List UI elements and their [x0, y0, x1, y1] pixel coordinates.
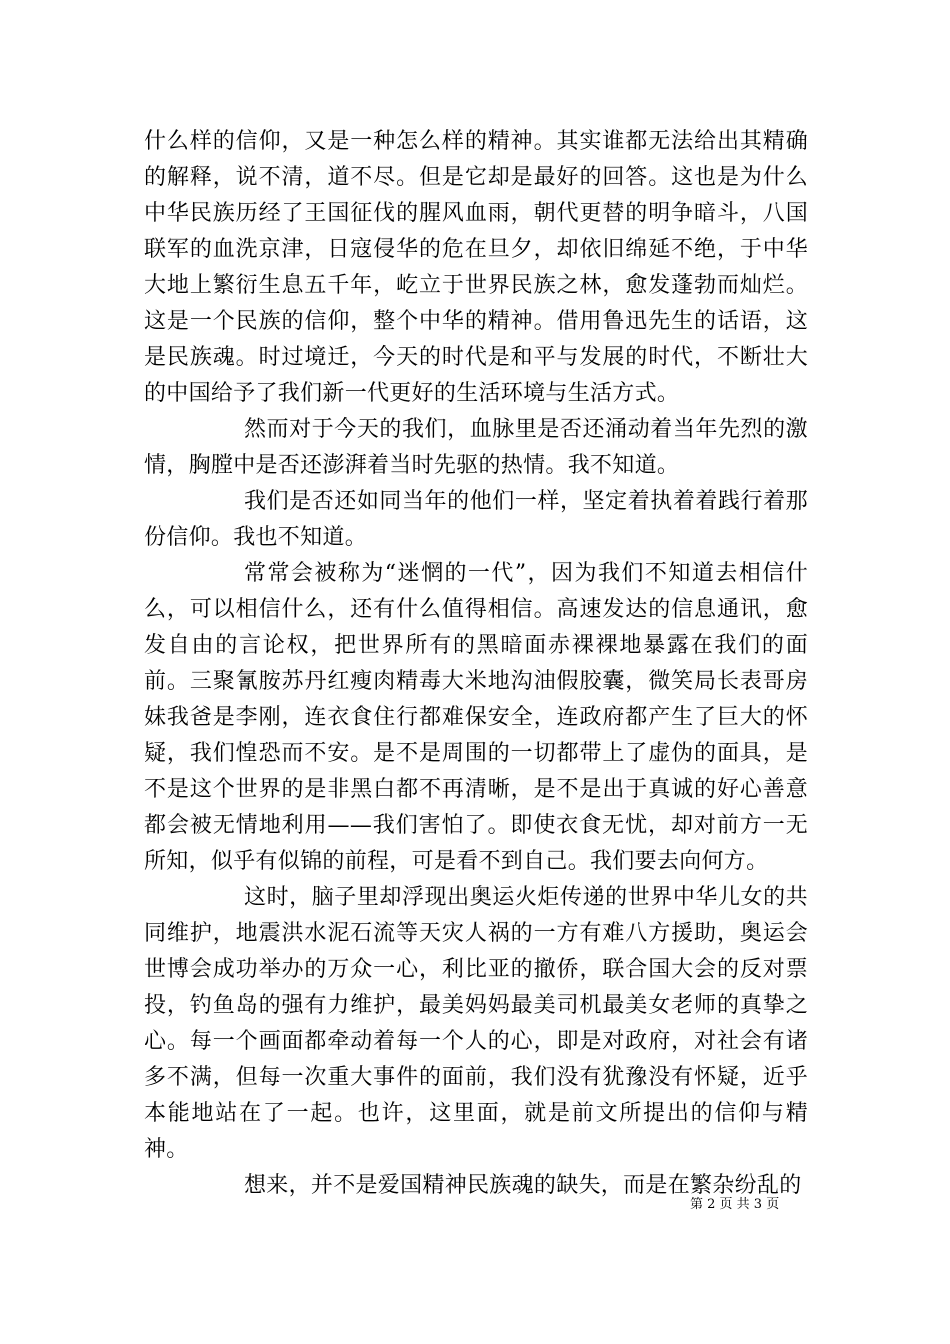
paragraph-1: 什么样的信仰，又是一种怎么样的精神。其实谁都无法给出其精确的解释，说不清，道不尽。但是它却是最好的回答。这也是为什么中华民族历经了王国征伐的腥风血雨，朝代更替的明争暗斗，八国联军的血洗京津，日寇侵华的危在旦夕，却依旧绵延不绝，于中华大地上繁衍生息五千年，屹立于世界民族之林，愈发蓬勃而灿烂。这是一个民族的信仰，整个中华的精神。借用鲁迅先生的话语，这是民族魂。时过境迁，今天的时代是和平与发展的时代，不断壮大的中国给予了我们新一代更好的生活环境与生活方式。 [144, 129, 808, 406]
paragraph-6: 想来，并不是爱国精神民族魂的缺失，而是在繁杂纷乱的 [244, 1173, 802, 1198]
body-text [144, 124, 808, 1204]
page-number-footer: 第 2 页 共 3 页 [690, 1197, 780, 1212]
paragraph-5: 这时，脑子里却浮现出奥运火炬传递的世界中华儿女的共同维护，地震洪水泥石流等天灾人祸的一方有难八方援助，奥运会世博会成功举办的万众一心，利比亚的撤侨，联合国大会的反对票投，钓鱼岛的强有力维护，最美妈妈最美司机最美女老师的真挚之心。每一个画面都牵动着每一个人的心，即是对政府，对社会有诸多不满，但每一次重大事件的面前，我们没有犹豫没有怀疑，近乎本能地站在了一起。也许，这里面，就是前文所提出的信仰与精神。 [144, 885, 808, 1162]
paragraph-2: 然而对于今天的我们，血脉里是否还涌动着当年先烈的激情，胸膛中是否还澎湃着当时先驱的热情。我不知道。 [144, 417, 808, 478]
paragraph-4: 常常会被称为“迷惘的一代”，因为我们不知道去相信什么，可以相信什么，还有什么值得相信。高速发达的信息通讯，愈发自由的言论权，把世界所有的黑暗面赤裸裸地暴露在我们的面前。三聚氰胺苏丹红瘦肉精毒大米地沟油假胶囊，微笑局长表哥房妹我爸是李刚，连衣食住行都难保安全，连政府都产生了巨大的怀疑，我们惶恐而不安。是不是周围的一切都带上了虚伪的面具，是不是这个世界的是非黑白都不再清晰，是不是出于真诚的好心善意都会被无情地利用——我们害怕了。即使衣食无忧，却对前方一无所知，似乎有似锦的前程，可是看不到自己。我们要去向何方。 [144, 561, 808, 874]
paragraph-3: 我们是否还如同当年的他们一样，坚定着执着着践行着那份信仰。我也不知道。 [144, 489, 808, 550]
